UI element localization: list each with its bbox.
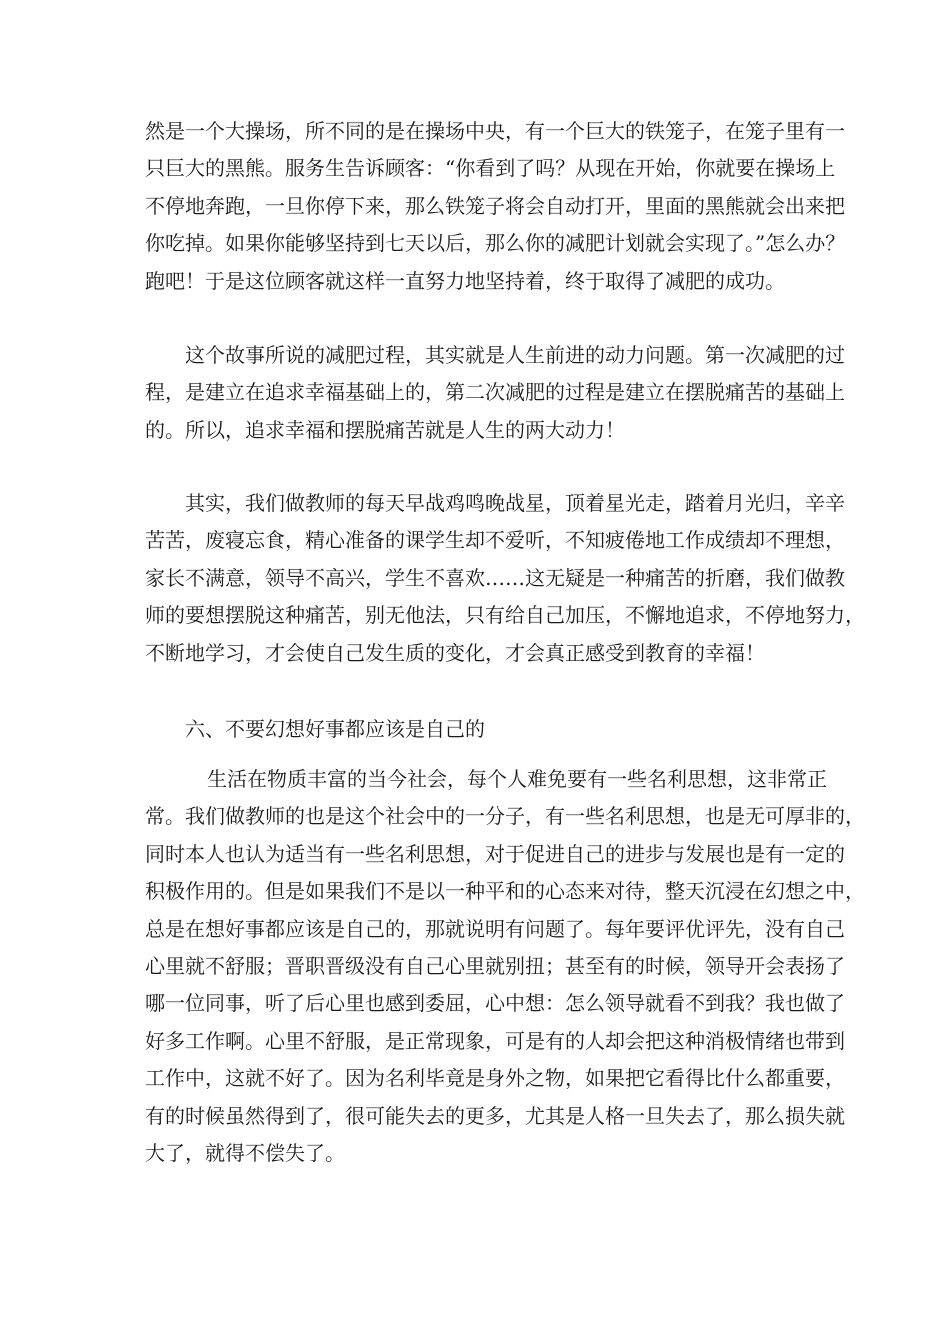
text-line: 然是一个大操场，所不同的是在操场中央，有一个巨大的铁笼子，在笼子里有一	[145, 119, 845, 143]
paragraph-teacher-pain	[145, 485, 865, 672]
text-line: 有的时候虽然得到了，很可能失去的更多，尤其是人格一旦失去了，那么损失就	[145, 1103, 845, 1128]
paragraph-story-meaning	[145, 337, 845, 449]
text-line: 师的要想摆脱这种痛苦，别无他法，只有给自己加压，不懈地追求，不停地努力，	[145, 603, 865, 628]
text-line: 生活在物质丰富的当今社会，每个人难免要有一些名利思想，这非常正	[207, 767, 827, 791]
section-heading	[145, 711, 815, 748]
text-line: 跑吧！于是这位顾客就这样一直努力地坚持着，终于取得了减肥的成功。	[145, 268, 785, 293]
text-line: 不断地学习，才会使自己发生质的变化，才会真正感受到教育的幸福！	[145, 640, 765, 665]
text-line: 苦苦，废寝忘食，精心准备的课学生却不爱听，不知疲倦地工作成绩却不理想，	[145, 528, 845, 553]
text-line: 好多工作啊。心里不舒服，是正常现象，可是有的人却会把这种消极情绪也带到	[145, 1028, 845, 1053]
text-line: 这个故事所说的减肥过程，其实就是人生前进的动力问题。第一次减肥的过	[185, 343, 845, 367]
text-line: 哪一位同事，听了后心里也感到委屈，心中想：怎么领导就看不到我？我也做了	[145, 991, 845, 1016]
text-line: 程，是建立在追求幸福基础上的，第二次减肥的过程是建立在摆脱痛苦的基础上	[145, 380, 845, 405]
text-line: 不停地奔跑，一旦你停下来，那么铁笼子将会自动打开，里面的黑熊就会出来把	[145, 193, 845, 218]
text-line: 总是在想好事都应该是自己的，那就说明有问题了。每年要评优评先，没有自己	[145, 916, 845, 941]
text-line: 心里就不舒服；晋职晋级没有自己心里就别扭；甚至有的时候，领导开会表扬了	[145, 953, 845, 978]
text-line: 的。所以，追求幸福和摆脱痛苦就是人生的两大动力！	[145, 417, 625, 442]
text-line: 工作中，这就不好了。因为名利毕竟是身外之物，如果把它看得比什么都重要，	[145, 1066, 845, 1091]
text-line: 家长不满意，领导不高兴，学生不喜欢……这无疑是一种痛苦的折磨，我们做教	[145, 565, 845, 590]
paragraph-fame-and-gain	[145, 761, 865, 1172]
text-line: 只巨大的黑熊。服务生告诉顾客：“你看到了吗？从现在开始，你就要在操场上	[145, 156, 836, 181]
text-line: 同时本人也认为适当有一些名利思想，对于促进自己的进步与发展也是有一定的	[145, 841, 845, 866]
text-line: 其实，我们做教师的每天早战鸡鸣晚战星，顶着星光走，踏着月光归，辛辛	[185, 491, 845, 515]
text-line: 大了，就得不偿失了。	[145, 1140, 345, 1165]
section-heading-text: 六、不要幻想好事都应该是自己的	[185, 717, 485, 741]
paragraph-story-ending	[145, 113, 846, 300]
text-line: 常。我们做教师的也是这个社会中的一分子，有一些名利思想，也是无可厚非的，	[145, 804, 865, 829]
text-line: 你吃掉。如果你能够坚持到七天以后，那么你的减肥计划就会实现了。”怎么办？	[145, 231, 846, 256]
text-line: 积极作用的。但是如果我们不是以一种平和的心态来对待，整天沉浸在幻想之中，	[145, 879, 865, 904]
